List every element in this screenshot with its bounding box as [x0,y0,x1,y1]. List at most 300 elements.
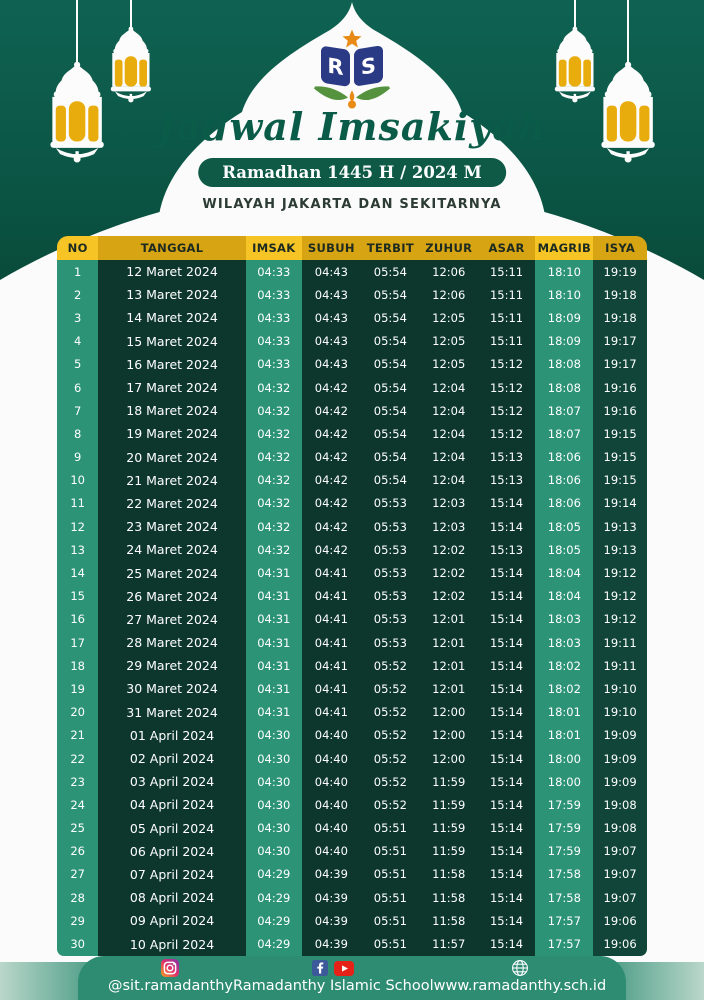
row-number: 4 [57,330,98,353]
time-cell: 19:16 [593,399,647,422]
time-cell: 18:00 [535,747,593,770]
time-cell: 15:14 [478,515,536,538]
time-cell: 05:53 [361,515,420,538]
time-cell: 04:42 [302,399,361,422]
time-cell: 12:04 [420,376,478,399]
time-cell: 15:14 [478,793,536,816]
time-cell: 18:06 [535,492,593,515]
column-header-magrib: MAGRIB [535,236,593,260]
row-number: 30 [57,932,98,955]
time-cell: 05:54 [361,469,420,492]
table-row [57,538,647,561]
time-cell: 18:05 [535,515,593,538]
time-cell: 04:41 [302,631,361,654]
footer-instagram [108,959,233,994]
time-cell: 12:01 [420,677,478,700]
time-cell: 15:14 [478,677,536,700]
time-cell: 18:09 [535,330,593,353]
time-cell: 18:02 [535,677,593,700]
time-cell: 12:06 [420,283,478,306]
footer-school [233,959,434,994]
table-row [57,654,647,677]
time-cell: 12:00 [420,724,478,747]
date-cell: 01 April 2024 [98,724,246,747]
time-cell: 15:13 [478,469,536,492]
time-cell: 05:54 [361,353,420,376]
time-cell: 04:30 [246,747,302,770]
time-cell: 04:39 [302,909,361,932]
date-cell: 09 April 2024 [98,909,246,932]
time-cell: 19:13 [593,538,647,561]
instagram-handle: @sit.ramadanthy [108,978,233,994]
time-cell: 19:09 [593,770,647,793]
time-cell: 19:16 [593,376,647,399]
date-cell: 30 Maret 2024 [98,677,246,700]
facebook-icon [312,960,328,976]
time-cell: 05:54 [361,283,420,306]
time-cell: 05:51 [361,909,420,932]
row-number: 26 [57,840,98,863]
column-header-zuhur: ZUHUR [420,236,478,260]
time-cell: 19:12 [593,585,647,608]
date-cell: 08 April 2024 [98,886,246,909]
table-row [57,677,647,700]
time-cell: 05:51 [361,863,420,886]
time-cell: 04:33 [246,353,302,376]
time-cell: 15:14 [478,747,536,770]
time-cell: 05:51 [361,932,420,955]
table-header-row [57,236,647,260]
time-cell: 04:29 [246,886,302,909]
row-number: 21 [57,724,98,747]
time-cell: 11:59 [420,817,478,840]
time-cell: 11:59 [420,793,478,816]
time-cell: 04:33 [246,260,302,283]
time-cell: 15:14 [478,654,536,677]
time-cell: 15:14 [478,909,536,932]
time-cell: 04:29 [246,909,302,932]
time-cell: 04:41 [302,561,361,584]
table-row [57,840,647,863]
row-number: 28 [57,886,98,909]
table-row [57,283,647,306]
row-number: 2 [57,283,98,306]
open-book-logo [321,45,383,87]
svg-text:R: R [327,52,344,81]
time-cell: 15:11 [478,330,536,353]
time-cell: 12:00 [420,701,478,724]
date-cell: 17 Maret 2024 [98,376,246,399]
time-cell: 15:14 [478,932,536,955]
time-cell: 12:05 [420,306,478,329]
instagram-icon [161,959,179,977]
table-row [57,422,647,445]
youtube-icon [334,961,354,976]
time-cell: 18:03 [535,631,593,654]
time-cell: 18:08 [535,353,593,376]
date-cell: 26 Maret 2024 [98,585,246,608]
date-cell: 21 Maret 2024 [98,469,246,492]
footer-bar [78,956,626,1000]
time-cell: 04:31 [246,631,302,654]
row-number: 29 [57,909,98,932]
time-cell: 19:15 [593,446,647,469]
time-cell: 12:03 [420,492,478,515]
time-cell: 11:58 [420,863,478,886]
time-cell: 19:10 [593,701,647,724]
table-row [57,306,647,329]
time-cell: 04:31 [246,654,302,677]
time-cell: 04:30 [246,817,302,840]
table-row [57,770,647,793]
time-cell: 04:32 [246,492,302,515]
time-cell: 04:30 [246,724,302,747]
time-cell: 04:33 [246,330,302,353]
time-cell: 18:10 [535,260,593,283]
time-cell: 05:51 [361,817,420,840]
time-cell: 19:09 [593,747,647,770]
time-cell: 04:31 [246,677,302,700]
row-number: 6 [57,376,98,399]
time-cell: 05:54 [361,446,420,469]
table-row [57,469,647,492]
date-cell: 13 Maret 2024 [98,283,246,306]
time-cell: 05:54 [361,376,420,399]
time-cell: 05:52 [361,770,420,793]
time-cell: 05:54 [361,330,420,353]
time-cell: 19:11 [593,631,647,654]
time-cell: 04:43 [302,306,361,329]
date-cell: 28 Maret 2024 [98,631,246,654]
time-cell: 19:06 [593,932,647,955]
table-row [57,515,647,538]
time-cell: 11:58 [420,909,478,932]
time-cell: 19:18 [593,283,647,306]
time-cell: 11:59 [420,840,478,863]
time-cell: 05:53 [361,561,420,584]
time-cell: 15:14 [478,886,536,909]
table-row [57,330,647,353]
time-cell: 19:10 [593,677,647,700]
time-cell: 04:42 [302,515,361,538]
time-cell: 04:32 [246,376,302,399]
date-cell: 04 April 2024 [98,793,246,816]
time-cell: 15:14 [478,561,536,584]
time-cell: 18:02 [535,654,593,677]
time-cell: 19:07 [593,840,647,863]
time-cell: 19:19 [593,260,647,283]
time-cell: 04:29 [246,863,302,886]
time-cell: 12:04 [420,422,478,445]
time-cell: 12:01 [420,631,478,654]
time-cell: 19:17 [593,330,647,353]
time-cell: 04:32 [246,446,302,469]
row-number: 1 [57,260,98,283]
time-cell: 04:42 [302,469,361,492]
time-cell: 04:41 [302,701,361,724]
time-cell: 04:42 [302,446,361,469]
column-header-imsak: IMSAK [246,236,302,260]
time-cell: 04:30 [246,793,302,816]
region-subtitle: WILAYAH JAKARTA DAN SEKITARNYA [202,197,502,212]
column-header-isya: ISYA [593,236,647,260]
table-row [57,446,647,469]
time-cell: 19:06 [593,909,647,932]
time-cell: 17:58 [535,886,593,909]
time-cell: 04:39 [302,886,361,909]
time-cell: 04:40 [302,817,361,840]
time-cell: 12:05 [420,353,478,376]
table-row [57,585,647,608]
row-number: 25 [57,817,98,840]
time-cell: 05:54 [361,422,420,445]
row-number: 10 [57,469,98,492]
time-cell: 15:14 [478,631,536,654]
column-header-subuh: SUBUH [302,236,361,260]
time-cell: 17:59 [535,840,593,863]
time-cell: 12:01 [420,608,478,631]
row-number: 20 [57,701,98,724]
time-cell: 18:10 [535,283,593,306]
date-cell: 24 Maret 2024 [98,538,246,561]
row-number: 11 [57,492,98,515]
time-cell: 12:02 [420,538,478,561]
row-number: 23 [57,770,98,793]
time-cell: 12:01 [420,654,478,677]
time-cell: 18:09 [535,306,593,329]
time-cell: 05:53 [361,608,420,631]
time-cell: 12:02 [420,585,478,608]
time-cell: 04:43 [302,353,361,376]
time-cell: 19:12 [593,561,647,584]
date-cell: 14 Maret 2024 [98,306,246,329]
time-cell: 04:32 [246,399,302,422]
date-cell: 15 Maret 2024 [98,330,246,353]
time-cell: 12:05 [420,330,478,353]
time-cell: 05:53 [361,492,420,515]
time-cell: 15:12 [478,399,536,422]
table-row [57,817,647,840]
time-cell: 05:53 [361,585,420,608]
time-cell: 04:39 [302,863,361,886]
column-header-asar: ASAR [478,236,536,260]
hanging-lantern-icon [111,27,151,103]
date-cell: 20 Maret 2024 [98,446,246,469]
row-number: 19 [57,677,98,700]
time-cell: 15:13 [478,446,536,469]
date-cell: 02 April 2024 [98,747,246,770]
time-cell: 18:07 [535,422,593,445]
time-cell: 19:13 [593,515,647,538]
time-cell: 04:33 [246,306,302,329]
time-cell: 15:11 [478,260,536,283]
row-number: 13 [57,538,98,561]
time-cell: 04:42 [302,538,361,561]
time-cell: 04:41 [302,654,361,677]
time-cell: 19:07 [593,863,647,886]
school-logo [297,28,407,114]
table-row [57,909,647,932]
page-title: Jadwal Imsakiyah [157,104,547,149]
time-cell: 17:58 [535,863,593,886]
table-row [57,886,647,909]
time-cell: 04:30 [246,770,302,793]
time-cell: 05:54 [361,306,420,329]
time-cell: 04:32 [246,515,302,538]
time-cell: 11:58 [420,886,478,909]
time-cell: 05:53 [361,631,420,654]
row-number: 8 [57,422,98,445]
time-cell: 12:04 [420,446,478,469]
time-cell: 04:40 [302,840,361,863]
time-cell: 19:07 [593,886,647,909]
time-cell: 19:09 [593,724,647,747]
time-cell: 17:59 [535,793,593,816]
time-cell: 18:07 [535,399,593,422]
time-cell: 05:52 [361,793,420,816]
time-cell: 04:42 [302,422,361,445]
hanging-lantern-icon [555,27,595,103]
time-cell: 12:04 [420,399,478,422]
time-cell: 04:31 [246,608,302,631]
time-cell: 15:14 [478,492,536,515]
table-row [57,353,647,376]
table-row [57,399,647,422]
time-cell: 05:52 [361,654,420,677]
time-cell: 04:41 [302,585,361,608]
row-number: 7 [57,399,98,422]
time-cell: 04:41 [302,608,361,631]
time-cell: 15:11 [478,306,536,329]
time-cell: 04:40 [302,724,361,747]
row-number: 12 [57,515,98,538]
time-cell: 15:14 [478,817,536,840]
table-row [57,724,647,747]
svg-text:S: S [360,52,377,80]
date-cell: 31 Maret 2024 [98,701,246,724]
time-cell: 04:31 [246,585,302,608]
time-cell: 05:51 [361,840,420,863]
time-cell: 04:31 [246,561,302,584]
time-cell: 15:13 [478,538,536,561]
time-cell: 04:33 [246,283,302,306]
time-cell: 05:54 [361,260,420,283]
time-cell: 05:52 [361,677,420,700]
time-cell: 04:43 [302,330,361,353]
date-cell: 29 Maret 2024 [98,654,246,677]
time-cell: 11:57 [420,932,478,955]
time-cell: 18:08 [535,376,593,399]
website-url: www.ramadanthy.sch.id [433,978,607,994]
row-number: 9 [57,446,98,469]
time-cell: 15:14 [478,608,536,631]
column-header-no: NO [57,236,98,260]
time-cell: 15:14 [478,585,536,608]
time-cell: 04:42 [302,492,361,515]
time-cell: 04:40 [302,793,361,816]
time-cell: 18:06 [535,469,593,492]
time-cell: 15:14 [478,840,536,863]
time-cell: 04:40 [302,747,361,770]
schedule-body [57,260,647,956]
table-row [57,932,647,955]
time-cell: 11:59 [420,770,478,793]
row-number: 22 [57,747,98,770]
time-cell: 19:08 [593,793,647,816]
time-cell: 17:57 [535,909,593,932]
time-cell: 04:43 [302,283,361,306]
time-cell: 19:08 [593,817,647,840]
date-cell: 25 Maret 2024 [98,561,246,584]
column-header-tanggal: TANGGAL [98,236,246,260]
school-name: Ramadanthy Islamic School [232,978,434,994]
time-cell: 19:17 [593,353,647,376]
time-cell: 12:00 [420,747,478,770]
table-row [57,631,647,654]
time-cell: 04:32 [246,422,302,445]
time-cell: 18:04 [535,585,593,608]
row-number: 16 [57,608,98,631]
date-cell: 16 Maret 2024 [98,353,246,376]
date-cell: 27 Maret 2024 [98,608,246,631]
time-cell: 04:42 [302,376,361,399]
time-cell: 18:06 [535,446,593,469]
table-row [57,376,647,399]
time-cell: 12:03 [420,515,478,538]
table-row [57,863,647,886]
time-cell: 05:52 [361,747,420,770]
date-cell: 22 Maret 2024 [98,492,246,515]
row-number: 14 [57,561,98,584]
table-row [57,793,647,816]
time-cell: 15:11 [478,283,536,306]
time-cell: 15:14 [478,770,536,793]
time-cell: 19:15 [593,469,647,492]
date-cell: 06 April 2024 [98,840,246,863]
date-cell: 12 Maret 2024 [98,260,246,283]
time-cell: 04:32 [246,469,302,492]
time-cell: 15:12 [478,422,536,445]
time-cell: 18:04 [535,561,593,584]
time-cell: 15:12 [478,376,536,399]
imsakiyah-table [57,236,647,956]
time-cell: 15:14 [478,724,536,747]
row-number: 17 [57,631,98,654]
row-number: 3 [57,306,98,329]
footer-website [434,959,607,994]
time-cell: 19:14 [593,492,647,515]
time-cell: 04:32 [246,538,302,561]
table-row [57,747,647,770]
time-cell: 15:14 [478,701,536,724]
date-cell: 23 Maret 2024 [98,515,246,538]
time-cell: 18:05 [535,538,593,561]
time-cell: 17:59 [535,817,593,840]
time-cell: 12:06 [420,260,478,283]
time-cell: 04:41 [302,677,361,700]
row-number: 24 [57,793,98,816]
time-cell: 18:03 [535,608,593,631]
row-number: 27 [57,863,98,886]
star-icon [343,30,362,48]
time-cell: 04:40 [302,770,361,793]
table-row [57,701,647,724]
ramadhan-year-badge: Ramadhan 1445 H / 2024 M [198,158,506,187]
time-cell: 15:12 [478,353,536,376]
globe-icon [511,959,529,977]
time-cell: 05:52 [361,724,420,747]
time-cell: 04:31 [246,701,302,724]
